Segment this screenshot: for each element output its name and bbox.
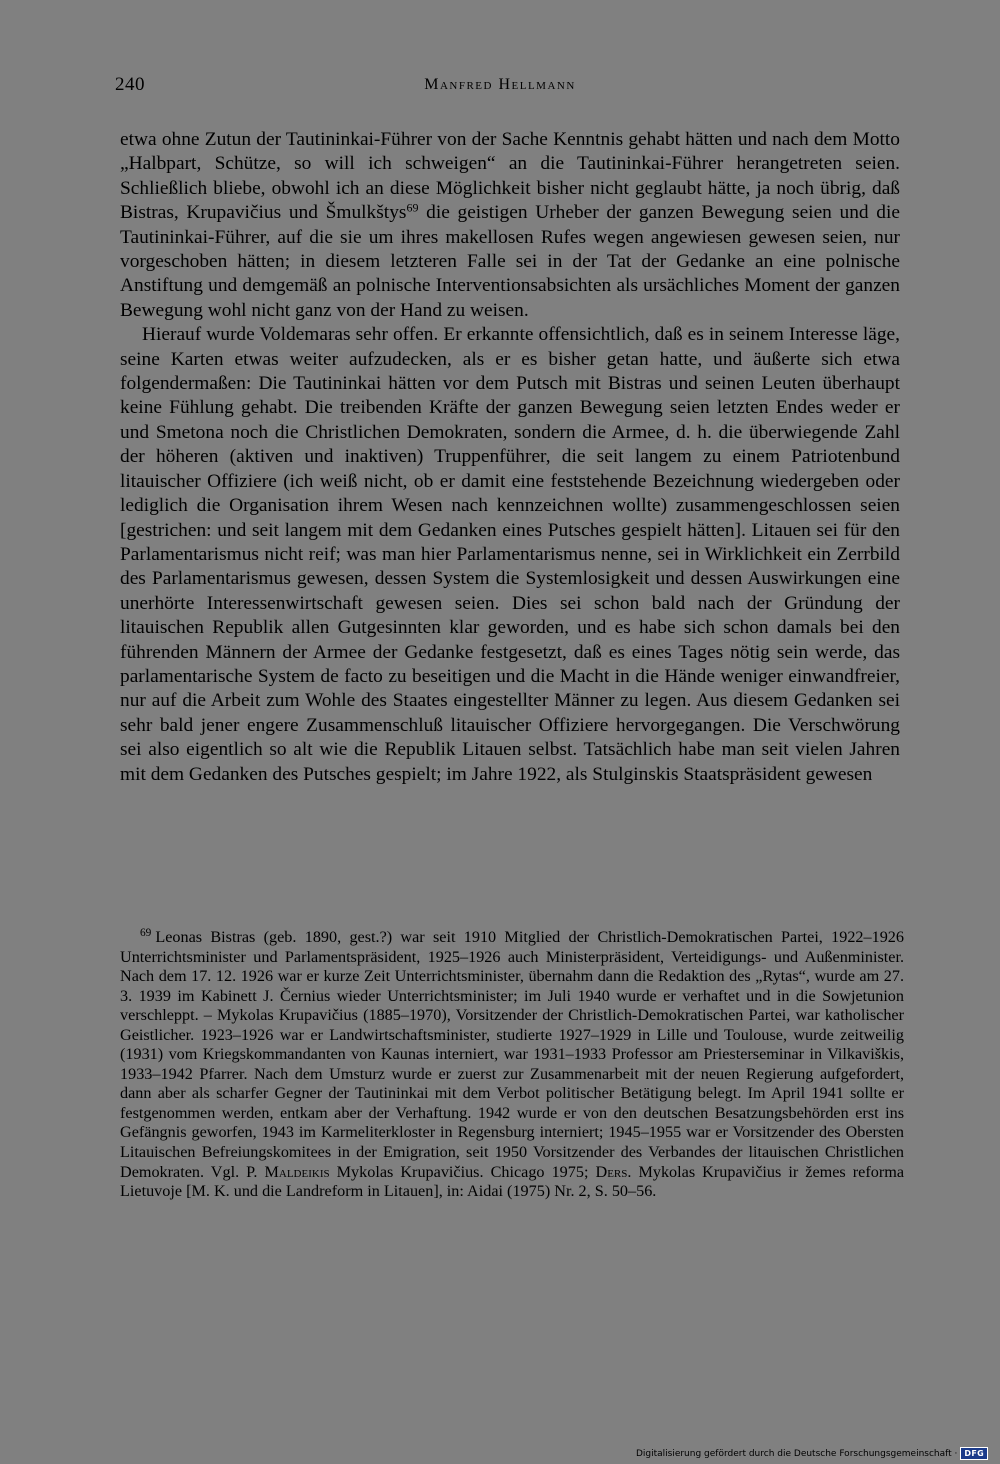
paragraph — [120, 128, 900, 323]
footnote-text: Mykolas Krupavičius. Chicago 1975; — [329, 1162, 596, 1181]
digitization-credit — [636, 1447, 988, 1460]
author-name: Ders. — [595, 1162, 632, 1181]
footnote-number: 69 — [140, 926, 152, 939]
footnotes — [120, 928, 904, 1202]
running-head-author-last: Hellmann — [498, 76, 576, 93]
paragraph: Hierauf wurde Voldemaras sehr offen. Er erkannte offensichtlich, daß es in seinem Interesse läge, seine Karten etwas weiter aufzudecken, als er es bisher getan hatte, und äußerte sich etwa folgendermaßen: Die Tautininkai hätten vor dem Putsch mit Bistras und seinen Leuten überhaupt keine Fühlung gehabt. Die treibenden Kräfte der ganzen Bewegung seien letzten Endes weder er und Smetona noch die Christlichen Demokraten, sondern die Armee, d. h. die überwiegende Zahl der höheren (aktiven und inaktiven) Truppenführer, die seit langem zu einem Patriotenbund litauischer Offiziere (ich weiß nicht, ob er damit eine feststehende Bezeichnung wiedergeben oder lediglich die Organisation ihrem Wesen nach kennzeichnen wollte) zusammengeschlossen seien [gestrichen: und seit langem mit dem Gedanken eines Putsches gespielt hätten]. Litauen sei für den Parlamentarismus nicht reif; was man hier Parlamentarismus nenne, sei in Wirklichkeit ein Zerrbild des Parlamentarismus gewesen, dessen System die Systemlosigkeit und dessen Auswirkungen eine unerhörte Interessenwirtschaft gewesen seien. Dies sei schon bald nach der Gründung der litauischen Republik allen Gutgesinnten klar geworden, und es habe sich schon damals bei den führenden Männern der Armee der Gedanke festgesetzt, daß es eines Tages nötig sein werde, das parlamentarische System de facto zu beseitigen und die Macht in die Hände weniger einwandfreier, nur auf die Arbeit zum Wohle des Staates eingestellter Männer zu legen. Aus diesem Gedanken sei sehr bald jener engere Zusammenschluß litauischer Offiziere hervorgegangen. Die Verschwörung sei also eigentlich so alt wie die Republik Litauen selbst. Tatsächlich habe man seit vielen Jahren mit dem Gedanken des Putsches gespielt; im Jahre 1922, als Stulginskis Staatspräsident gewesen — [120, 324, 900, 785]
running-head-author-first: Manfred — [424, 76, 493, 93]
footnote — [120, 928, 904, 1202]
paragraph-text: die geistigen Urheber der ganzen Bewegung seien und die Tautininkai-Führer, auf die sie um ihres makellosen Rufes wegen angewiesen gewesen seien, nur vorgeschoben hätten; in diesem letzteren Falle sei in der Tat der Gedanke an eine polnische Anstiftung und demgemäß an polnische Interventionsabsichten als ursächliches Moment der ganzen Bewegung wohl nicht ganz von der Hand zu weisen. — [120, 202, 900, 321]
footnote-reference[interactable]: 69 — [406, 200, 419, 215]
page-number: 240 — [115, 74, 145, 95]
paragraph-text: etwa ohne Zutun der Tautininkai-Führer von der Sache Kenntnis gehabt hätten und nach dem Motto „Halbpart, Schütze, so will ich schweigen“ an die Tautininkai-Führer herangetreten seien. Schließlich bliebe, obwohl ich an diese Möglichkeit bisher nicht geglaubt hätte, ja noch übrig, daß Bistras, Krupavičius und Šmulkštys — [120, 129, 900, 224]
footnote-text: Mykolas Krupavičius ir žemes reforma Lietuvoje [M. K. und die Landreform in Litauen], in: Aidai (1975) Nr. 2, S. 50–56. — [120, 1162, 905, 1201]
author-name: Maldeikis — [264, 1162, 330, 1181]
main-text — [120, 128, 900, 787]
running-head — [0, 76, 1000, 94]
footnote-text: Leonas Bistras (geb. 1890, gest.?) war seit 1910 Mitglied der Christlich-Demokratischen Partei, 1922–1926 Unterrichtsminister und Parlamentspräsident, 1925–1926 auch Ministerpräsident, Verteidigungs- und Außenminister. Nach dem 17. 12. 1926 war er kurze Zeit Unterrichtsminister, übernahm dann die Redaktion des „Rytas“, wurde am 27. 3. 1939 im Kabinett J. Černius wieder Unterrichtsminister; im Juli 1940 wurde er verhaftet und in die Sowjetunion verschleppt. – Mykolas Krupavičius (1885–1970), Vorsitzender der Christlich-Demokratischen Partei, war katholischer Geistlicher. 1923–1926 war er Landwirtschaftsminister, studierte 1927–1929 in Lille und Toulouse, wurde zeitweilig (1931) vom Kriegskommandanten von Kaunas interniert, war 1931–1933 Professor am Priesterseminar in Vilkaviškis, 1933–1942 Pfarrer. Nach dem Umsturz wurde er zuerst zur Zusammenarbeit mit der neuen Regierung aufgefordert, dann aber als scharfer Gegner der Tautininkai mit dem Verbot politischer Betätigung belegt. Im April 1941 sollte er festgenommen werden, entkam aber der Verhaftung. 1942 wurde er von den deutschen Besatzungsbehörden erst ins Gefängnis geworfen, 1943 im Karmeliterkloster in Regensburg interniert; 1945–1955 war er Vorsitzender des Obersten Litauischen Befreiungskomitees in der Emigration, seit 1950 Vorsitzender des Verbandes der litauischen Christlichen Demokraten. Vgl. P. — [120, 928, 904, 1181]
credit-text: Digitalisierung gefördert durch die Deutsche Forschungsgemeinschaft · — [635, 1448, 958, 1459]
dfg-logo-icon: DFG — [960, 1447, 988, 1460]
